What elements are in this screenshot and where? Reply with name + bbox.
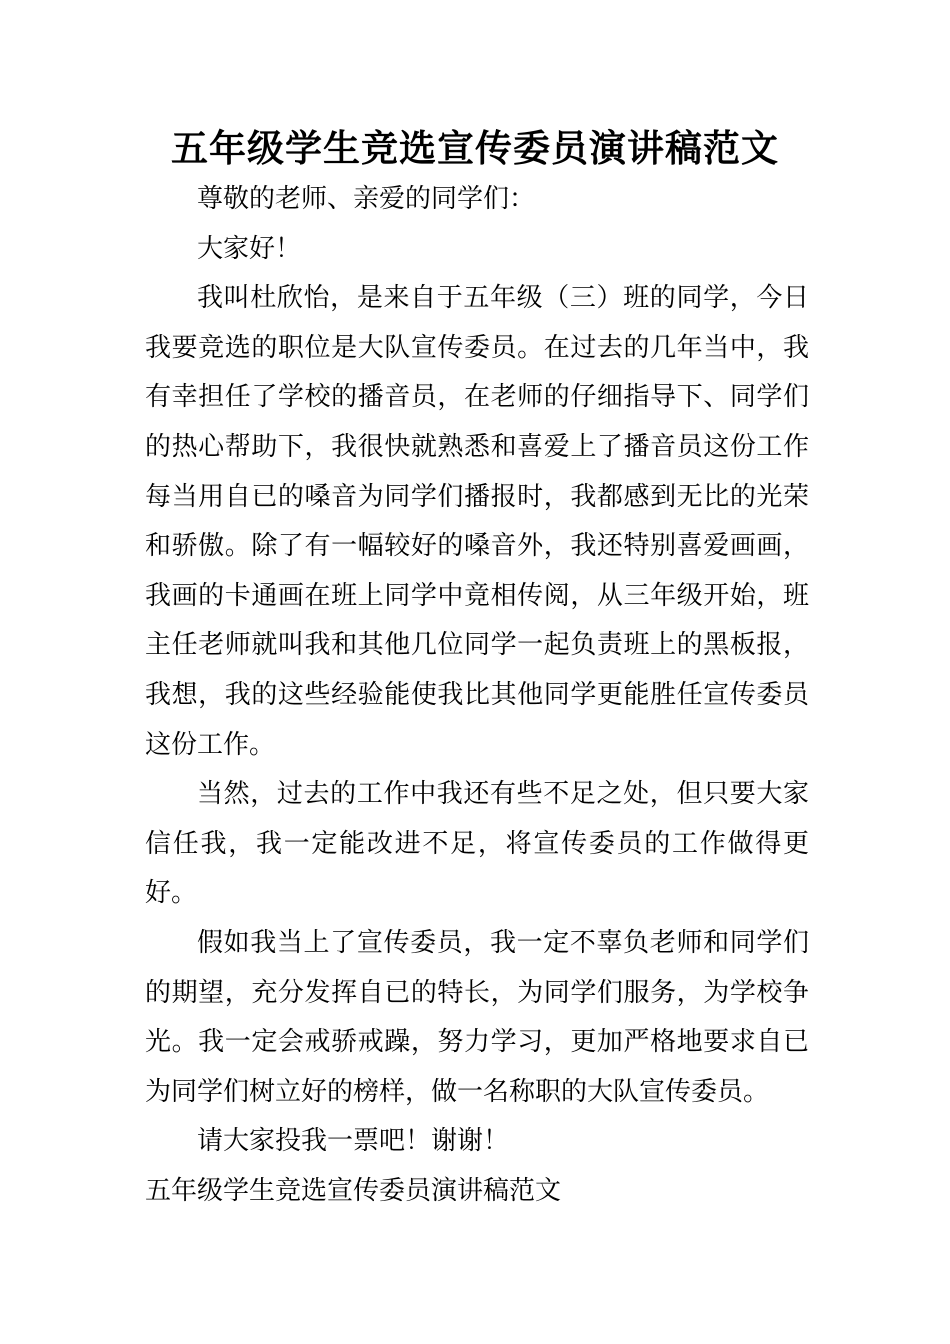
promise-paragraph: 假如我当上了宣传委员，我一定不辜负老师和同学们的期望，充分发挥自已的特长，为同学们服务，为学校争光。我一定会戒骄戒躁，努力学习，更加严格地要求自已为同学们树立好的榜样，做一名称职的大队宣传委员。 <box>145 927 809 1107</box>
improvement-paragraph: 当然，过去的工作中我还有些不足之处，但只要大家信任我，我一定能改进不足，将宣传委员的工作做得更好。 <box>145 779 809 909</box>
hello-paragraph: 大家好！ <box>197 233 302 264</box>
closing-paragraph: 请大家投我一票吧！谢谢！ <box>197 1126 510 1157</box>
greeting-paragraph: 尊敬的老师、亲爱的同学们： <box>197 184 536 214</box>
footer-title: 五年级学生竞选宣传委员演讲稿范文 <box>145 1175 562 1206</box>
document-body <box>145 175 809 1216</box>
introduction-paragraph: 我叫杜欣怡，是来自于五年级（三）班的同学，今日我要竞选的职位是大队宣传委员。在过去的几年当中，我有幸担任了学校的播音员，在老师的仔细指导下、同学们的热心帮助下，我很快就熟悉和喜爱上了播音员这份工作每当用自已的嗓音为同学们播报时，我都感到无比的光荣和骄傲。除了有一幅较好的嗓音外，我还特别喜爱画画，我画的卡通画在班上同学中竟相传阅，从三年级开始，班主任老师就叫我和其他几位同学一起负责班上的黑板报，我想，我的这些经验能使我比其他同学更能胜任宣传委员这份工作。 <box>145 283 809 760</box>
document-title: 五年级学生竞选宣传委员演讲稿范文 <box>171 127 779 170</box>
